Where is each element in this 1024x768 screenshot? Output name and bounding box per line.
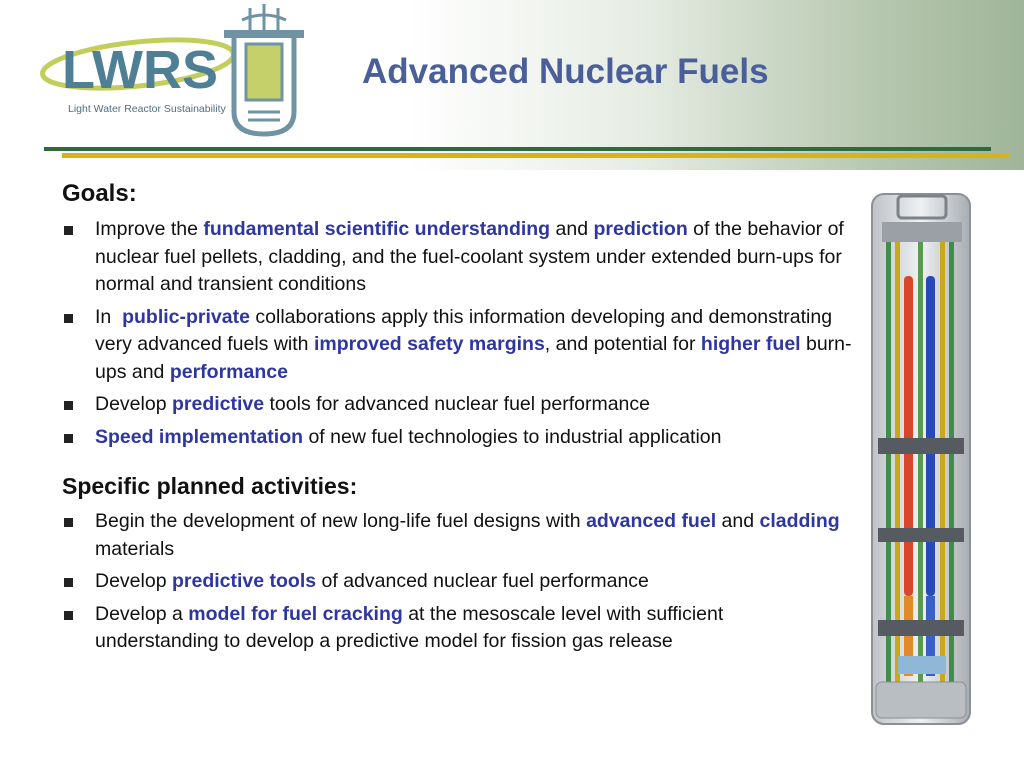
square-bullet-icon	[64, 434, 73, 443]
goal-item: Improve the fundamental scientific understanding and prediction of the behavior of nuclear fuel pellets, cladding, and the fuel-coolant system under extended burn-ups for normal and transient conditions	[62, 216, 852, 299]
activity-item: Begin the development of new long-life fuel designs with advanced fuel and cladding materials	[62, 508, 852, 563]
square-bullet-icon	[64, 518, 73, 527]
activities-list	[62, 508, 852, 656]
slide-header	[0, 0, 1024, 170]
logo-wordmark: LWRS	[62, 40, 218, 100]
square-bullet-icon	[64, 578, 73, 587]
header-rule-yellow	[62, 153, 1009, 158]
activity-item: Develop predictive tools of advanced nuclear fuel performance	[62, 568, 852, 596]
square-bullet-icon	[64, 611, 73, 620]
square-bullet-icon	[64, 226, 73, 235]
goal-item: In public-private collaborations apply this information developing and demonstrating very advanced fuels with improved safety margins, and potential for higher fuel burn-ups and performance	[62, 304, 852, 387]
slide-title: Advanced Nuclear Fuels	[362, 52, 769, 91]
header-rule-green	[44, 147, 991, 151]
square-bullet-icon	[64, 314, 73, 323]
goal-item: Speed implementation of new fuel technologies to industrial application	[62, 424, 852, 452]
lwrs-logo	[38, 2, 308, 142]
goal-item: Develop predictive tools for advanced nuclear fuel performance	[62, 391, 852, 419]
slide-body	[62, 180, 852, 661]
reactor-vessel-icon	[224, 4, 304, 134]
goals-list	[62, 216, 852, 451]
goals-heading: Goals:	[62, 180, 137, 207]
activity-item: Develop a model for fuel cracking at the mesoscale level with sufficient understanding to develop a predictive model for fission gas release	[62, 601, 852, 656]
logo-subtitle: Light Water Reactor Sustainability	[68, 103, 226, 115]
square-bullet-icon	[64, 401, 73, 410]
activities-heading: Specific planned activities:	[62, 473, 358, 499]
fuel-assembly-illustration	[868, 186, 974, 736]
